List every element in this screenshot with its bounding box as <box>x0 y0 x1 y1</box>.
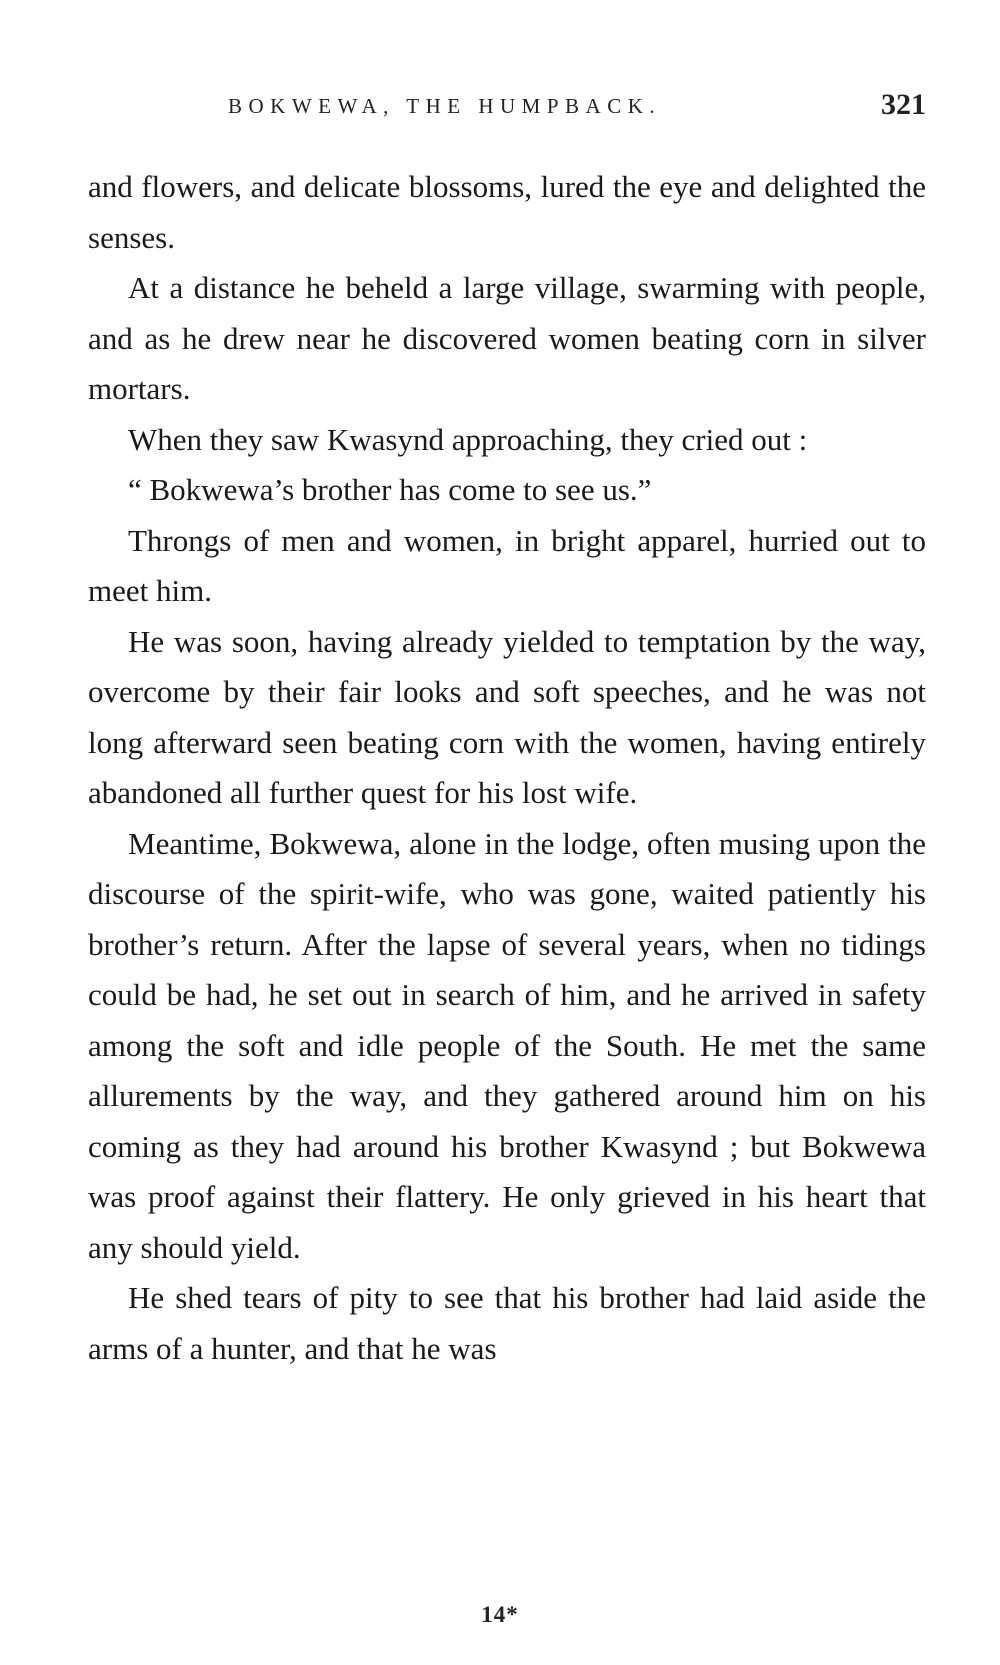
paragraph-3: When they saw Kwasynd approaching, they cried out : <box>128 421 808 457</box>
running-title: BOKWEWA, THE HUMPBACK. <box>228 94 662 118</box>
paragraph-8: He shed tears of pity to see that his brother had laid aside the arms of a hunter, and that he was <box>88 1280 926 1366</box>
body-text <box>88 162 926 1374</box>
paragraph-4: “ Bokwewa’s brother has come to see us.” <box>128 472 652 507</box>
paragraph-5: Throngs of men and women, in bright apparel, hurried out to meet him. <box>88 522 926 608</box>
signature-mark: 14* <box>481 1602 519 1627</box>
running-head <box>88 88 926 128</box>
page-number: 321 <box>881 88 926 121</box>
paragraph-1: and flowers, and delicate blossoms, lured the eye and delighted the senses. <box>88 169 926 255</box>
paragraph-7: Meantime, Bokwewa, alone in the lodge, often musing upon the discourse of the spirit-wife, who was gone, waited patiently his brother’s return. After the lapse of several years, when no tidings could be had, he set out in search of him, and he arrived in safety among the soft and idle people of the South. He met the same allurements by the way, and they gathered around him on his coming as they had around his brother Kwasynd ; but Bokwewa was proof against their flattery. He only grieved in his heart that any should yield. <box>88 825 926 1265</box>
paragraph-6: He was soon, having already yielded to temptation by the way, overcome by their fair looks and soft speeches, and he was not long afterward seen beating corn with the women, having entirely abandoned all further quest for his lost wife. <box>88 623 926 810</box>
paragraph-2: At a distance he beheld a large village, swarming with people, and as he drew near he discovered women beating corn in silver mortars. <box>88 270 926 406</box>
